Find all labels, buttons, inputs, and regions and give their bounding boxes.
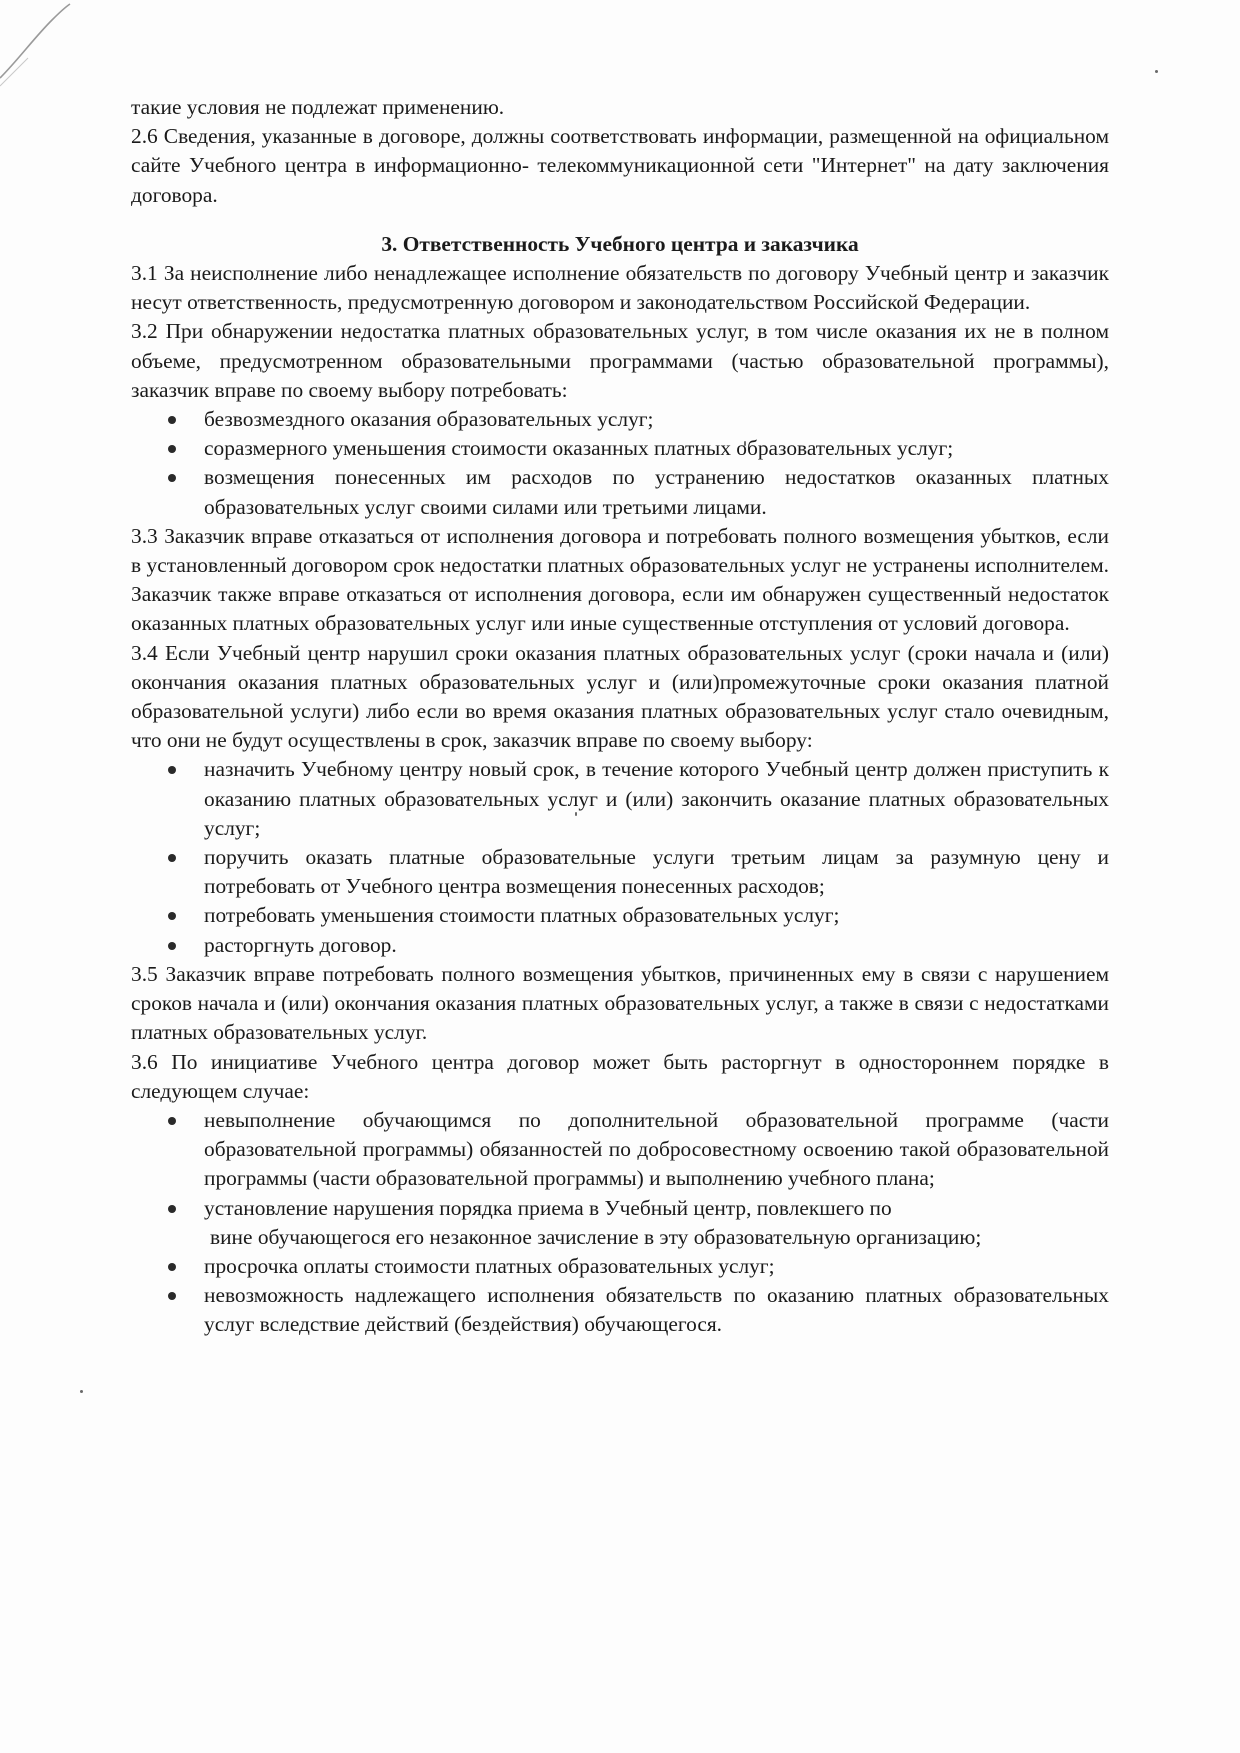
paragraph-2-6: 2.6 Сведения, указанные в договоре, должны соответствовать информации, размещенной на официальном сайте Учебного центра в информационно- телекоммуникационной сети "Интернет" на дату заключения договора. bbox=[131, 124, 1109, 207]
list-item-text: назначить Учебному центру новый срок, в течение которого Учебный центр должен приступить к оказанию платных образовательных услуг и (или) закончить оказание платных образовательных услуг; bbox=[204, 757, 1109, 840]
list-item bbox=[204, 1194, 1109, 1252]
list-item-text: просрочка оплаты стоимости платных образовательных услуг; bbox=[204, 1253, 775, 1278]
list-3-2 bbox=[131, 405, 1109, 522]
bullet-icon bbox=[168, 766, 176, 774]
bullet-icon bbox=[168, 912, 176, 920]
list-item bbox=[204, 1106, 1109, 1194]
paragraph-3-5: 3.5 Заказчик вправе потребовать полного возмещения убытков, причиненных ему в связи с нарушением сроков начала и (или) окончания оказания платных образовательных услуг, а также в связи с недостатками платных образовательных услуг. bbox=[131, 961, 1109, 1045]
bullet-icon bbox=[168, 445, 176, 453]
bullet-icon bbox=[168, 942, 176, 950]
list-item bbox=[204, 463, 1109, 521]
bullet-icon bbox=[168, 1205, 176, 1213]
list-item-text: невозможность надлежащего исполнения обязательств по оказанию платных образовательных услуг вследствие действий (бездействия) обучающегося. bbox=[204, 1283, 1109, 1337]
list-item-text: поручить оказать платные образовательные услуги третьим лицам за разумную цену и потребовать от Учебного центра возмещения понесенных расходов; bbox=[204, 845, 1109, 899]
list-item-continuation: вине обучающегося его незаконное зачисление в эту образовательную организацию; bbox=[210, 1224, 982, 1249]
list-item-text: расторгнуть договор. bbox=[204, 932, 397, 957]
bullet-icon bbox=[168, 854, 176, 862]
paragraph-3-2: 3.2 При обнаружении недостатка платных образовательных услуг, в том числе оказания их не в полном объеме, предусмотренном образовательными программами (частью образовательной программы), заказчик вправе по своему выбору потребовать: bbox=[131, 319, 1109, 402]
section-3-title: 3. Ответственность Учебного центра и заказчика bbox=[381, 231, 859, 256]
bullet-icon bbox=[168, 416, 176, 424]
scan-speck bbox=[80, 1390, 83, 1393]
paragraph-3-6: 3.6 По инициативе Учебного центра договор может быть расторгнут в одностороннем порядке в следующем случае: bbox=[131, 1049, 1109, 1103]
paragraph-3-4: 3.4 Если Учебный центр нарушил сроки оказания платных образовательных услуг (сроки начала и (или) окончания оказания платных образовательных услуг и (или)промежуточные сроки оказания платной образовательной услуги) либо если во время оказания платных образовательных услуг стало очевидным, что они не будут осуществлены в срок, заказчик вправе по своему выбору: bbox=[131, 640, 1109, 753]
list-item bbox=[204, 843, 1109, 901]
list-item-text: установление нарушения порядка приема в Учебный центр, повлекшего по bbox=[204, 1195, 892, 1220]
list-item-text: безвозмездного оказания образовательных услуг; bbox=[204, 407, 654, 432]
intro-line: такие условия не подлежат применению. bbox=[131, 95, 505, 119]
bullet-icon bbox=[168, 474, 176, 482]
list-item-text: невыполнение обучающимся по дополнительной образовательной программе (части образовательной программы) обязанностей по добросовестному освоению такой образовательной программы (части образовательной программы) и выполнению учебного плана; bbox=[204, 1107, 1109, 1191]
list-item bbox=[204, 1281, 1109, 1339]
list-item bbox=[204, 901, 1109, 930]
list-item bbox=[204, 434, 1109, 463]
corner-fold-mark bbox=[0, 0, 90, 110]
list-item-text: потребовать уменьшения стоимости платных образовательных услуг; bbox=[204, 903, 840, 928]
list-item-text: соразмерного уменьшения стоимости оказанных платных образовательных услуг; bbox=[204, 436, 954, 461]
list-item bbox=[204, 755, 1109, 843]
list-3-6 bbox=[131, 1106, 1109, 1340]
bullet-icon bbox=[168, 1292, 176, 1300]
bullet-icon bbox=[168, 1263, 176, 1271]
paragraph-3-1: 3.1 За неисполнение либо ненадлежащее исполнение обязательств по договору Учебный центр и заказчик несут ответственность, предусмотренную договором и законодательством Российской Федерации. bbox=[131, 261, 1109, 315]
bullet-icon bbox=[168, 1117, 176, 1125]
document-body bbox=[131, 93, 1109, 1340]
list-item-text: возмещения понесенных им расходов по устранению недостатков оказанных платных образовательных услуг своими силами или третьими лицами. bbox=[204, 465, 1109, 519]
list-3-4 bbox=[131, 755, 1109, 959]
list-item bbox=[204, 931, 1109, 960]
paragraph-3-3: 3.3 Заказчик вправе отказаться от исполнения договора и потребовать полного возмещения убытков, если в установленный договором срок недостатки платных образовательных услуг не устранены исполнителем. Заказчик также вправе отказаться от исполнения договора, если им обнаружен существенный недостаток оказанных платных образовательных услуг или иные существенные отступления от условий договора. bbox=[131, 523, 1109, 636]
list-item bbox=[204, 405, 1109, 434]
list-item bbox=[204, 1252, 1109, 1281]
scan-speck bbox=[1155, 70, 1158, 73]
